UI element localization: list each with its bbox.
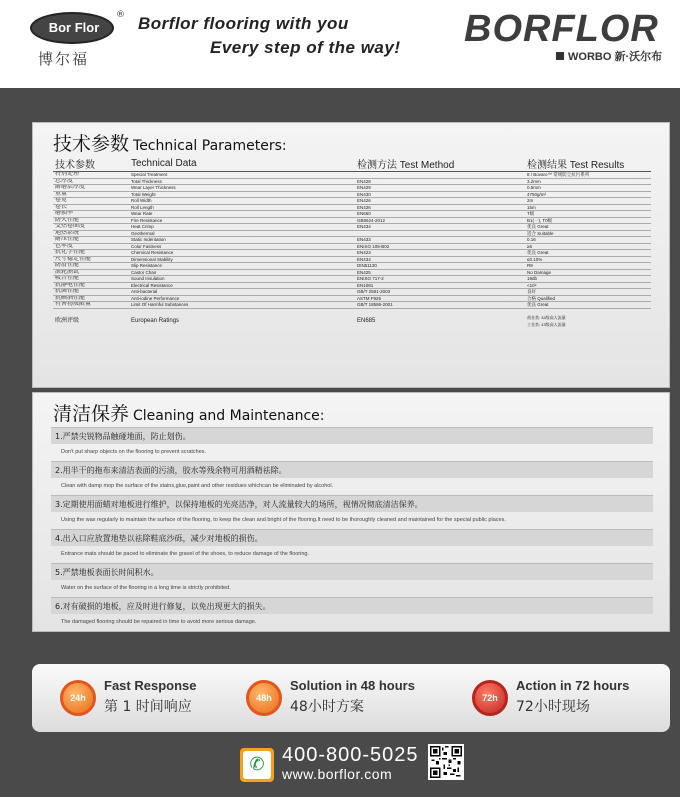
clock-48h-icon: 48h xyxy=(246,680,282,716)
title-cn: 清洁保养 xyxy=(53,403,130,425)
title-en: Technical Parameters: xyxy=(133,138,287,154)
param-en: Fire Resistance xyxy=(129,217,355,224)
param-method: ENISO 105-B02 xyxy=(355,243,525,250)
header-results: 检测结果 Test Results xyxy=(525,156,651,172)
header-method: 检测方法 Test Method xyxy=(355,156,525,172)
param-method: EN429 xyxy=(355,185,525,192)
param-en: Special Treatment xyxy=(129,172,355,179)
slogan-line-2: Every step of the way! xyxy=(210,38,401,57)
param-en: Limit Of Harmful Substances xyxy=(129,302,355,309)
promise-cn: 第 1 时间响应 xyxy=(104,699,192,715)
result-line-2: 工业类: 43级高人流量 xyxy=(527,322,566,328)
clean-item-cn: 4.出入口应放置地垫以祛除鞋底沙砾，减少对地板的损伤。 xyxy=(51,529,653,546)
param-en: Electrical Resistance xyxy=(129,282,355,289)
header-data: Technical Data xyxy=(129,156,355,172)
registered-mark: ® xyxy=(116,10,125,20)
brand-wordmark: BORFLOR xyxy=(464,8,659,50)
promise-en: Solution in 48 hours xyxy=(290,678,415,693)
param-method: DIN51130 xyxy=(355,263,525,270)
param-result xyxy=(525,308,651,334)
param-en: Total Weight xyxy=(129,191,355,198)
list-item xyxy=(51,461,653,495)
list-item xyxy=(51,495,653,529)
result-line-1: 商业类: 34级高人流量 xyxy=(527,315,566,321)
param-en: Anti-bacterial xyxy=(129,289,355,296)
header-cn: 技术参数 xyxy=(53,156,129,172)
param-cn: 耐磨层厚度 xyxy=(53,185,129,192)
param-result: 良好 xyxy=(525,289,651,296)
promise-cn: 48小时方案 xyxy=(290,699,364,715)
param-en: Static Indentation xyxy=(129,237,355,244)
square-icon xyxy=(556,52,564,60)
param-cn: 欧洲评级 xyxy=(55,317,80,324)
cleaning-maintenance-panel xyxy=(32,392,670,632)
param-result: 19db xyxy=(525,276,651,283)
clean-item-en: Don't put sharp objects on the flooring to prevent scratches. xyxy=(61,449,207,455)
page-header xyxy=(0,0,680,88)
param-method: ASTM F925 xyxy=(355,295,525,302)
param-cn: 卷长 xyxy=(53,204,129,211)
param-en: Geothermal xyxy=(129,230,355,237)
param-en: Roll Length xyxy=(129,204,355,211)
param-en: Heat Crimp xyxy=(129,224,355,231)
param-method: EN430 xyxy=(355,191,525,198)
param-cn: 耐压性能 xyxy=(53,237,129,244)
param-method: EN660 xyxy=(355,211,525,218)
technical-parameters-panel xyxy=(32,122,670,388)
param-cn: 抗化学性能 xyxy=(53,250,129,257)
param-cn: 防火性能 xyxy=(53,217,129,224)
clean-item-cn: 1.严禁尖锐物品触碰地面，防止划伤。 xyxy=(51,427,653,444)
cleaning-list xyxy=(51,427,653,631)
param-cn: 卷宽 xyxy=(53,198,129,205)
param-result: ≤0.10% xyxy=(525,256,651,263)
param-cn: 抗碘酒性能 xyxy=(53,295,129,302)
clean-item-en: Water on the surface of the flooring in a long time is strictly prohibited. xyxy=(61,585,231,591)
param-cn: 抗静电性能 xyxy=(53,282,129,289)
param-result: 4750g/m² xyxy=(525,191,651,198)
param-method: EN425 xyxy=(355,269,525,276)
clean-item-en: Clean with damp mop the surface of the stains,glue,paint and other residues whichcan be eliminated by alcohol. xyxy=(61,483,334,489)
list-item xyxy=(51,563,653,597)
param-method: EN426 xyxy=(355,198,525,205)
slogan-line-1: Borflor flooring with you xyxy=(138,14,349,33)
param-result: 合格 Qualified xyxy=(525,295,651,302)
param-method: GB/T 2591-2003 xyxy=(355,289,525,296)
qr-code-icon[interactable] xyxy=(428,744,464,780)
website-link[interactable]: www.borflor.com xyxy=(282,766,393,782)
clean-item-cn: 6.对有破损的地板，应及时进行修复，以免出现更大的损失。 xyxy=(51,597,653,614)
param-result: 优良 Great xyxy=(525,302,651,309)
param-en: Roll Width xyxy=(129,198,355,205)
param-en: Chemical Resistance xyxy=(129,250,355,257)
promise-cn: 72小时现场 xyxy=(516,699,590,715)
param-result: <10⁹ xyxy=(525,282,651,289)
param-cn: 吸音性能 xyxy=(53,276,129,283)
param-result: 0.16 xyxy=(525,237,651,244)
param-cn: 重量 xyxy=(53,191,129,198)
param-en: Dimensional Stability xyxy=(129,256,355,263)
param-method: EN1081 xyxy=(355,282,525,289)
table-row-european-ratings xyxy=(53,308,651,334)
param-cn: 滚轮测试 xyxy=(53,269,129,276)
param-cn: 抗菌性能 xyxy=(53,289,129,296)
logo-chinese-name: 博尔福 xyxy=(38,50,90,68)
list-item xyxy=(51,529,653,563)
param-cn: 磨损率 xyxy=(53,211,129,218)
borflor-logo xyxy=(26,10,125,78)
clean-item-cn: 2.用半干的拖布来清洁表面的污渍，胶水等残余物可用酒精祛除。 xyxy=(51,461,653,478)
table-header-row xyxy=(53,156,651,172)
param-en: Total Thickness xyxy=(129,178,355,185)
clean-item-en: Entrance mats should be paced to eliminate the gravel of the shoes, to reduce damage of the flooring. xyxy=(61,551,309,557)
param-result: 3.2mm xyxy=(525,178,651,185)
brand-subtitle xyxy=(556,48,662,64)
phone-icon: ✆ xyxy=(240,748,274,782)
param-result: 优良 Great xyxy=(525,224,651,231)
param-en: European Ratings xyxy=(131,317,180,324)
param-result: 15m xyxy=(525,204,651,211)
param-method: EN433 xyxy=(355,237,525,244)
logo-oval xyxy=(30,12,114,44)
title-en: Cleaning and Maintenance: xyxy=(133,408,325,424)
clean-item-en: The damaged flooring should be repaired in time to avoid more serious damage. xyxy=(61,619,257,625)
param-en: Anti-iodine Performance xyxy=(129,295,355,302)
param-method: GB8624-2012 xyxy=(355,217,525,224)
param-method: ENISO 717-2 xyxy=(355,276,525,283)
param-en: Slip Resistance xyxy=(129,263,355,270)
clock-24h-icon: 24h xyxy=(60,680,96,716)
list-item xyxy=(51,597,653,631)
phone-number[interactable]: 400-800-5025 xyxy=(282,744,419,766)
technical-parameters-title xyxy=(53,129,287,156)
param-method: EN685 xyxy=(357,317,376,324)
param-result: No Damage xyxy=(525,269,651,276)
param-cn: 色牢度 xyxy=(53,243,129,250)
param-en: Wear Layer Thickness xyxy=(129,185,355,192)
param-en: Sound Insulation xyxy=(129,276,355,283)
param-result: 2m xyxy=(525,198,651,205)
param-cn: 特别处理 xyxy=(53,172,129,179)
param-cn: 受热卷曲度 xyxy=(53,224,129,231)
param-en: Color Fastness xyxy=(129,243,355,250)
param-result: R9 xyxy=(525,263,651,270)
param-method: EN423 xyxy=(355,250,525,257)
param-method: EN428 xyxy=(355,178,525,185)
param-method: EN434 xyxy=(355,256,525,263)
param-cn: 尺寸稳定性能 xyxy=(53,256,129,263)
param-method: EN434 xyxy=(355,224,525,231)
list-item xyxy=(51,427,653,461)
param-result: 优良 Great xyxy=(525,250,651,257)
param-result: 8 / Bovaro™ 常规防尘抗污系列 xyxy=(525,172,651,179)
logo-mark-text: Bor Flor xyxy=(48,20,100,35)
title-cn: 技术参数 xyxy=(53,133,130,155)
param-method: GB/T 18586-2001 xyxy=(355,302,525,309)
brand-subtitle-text: WORBO 新·沃尔布 xyxy=(568,51,663,63)
technical-parameters-table xyxy=(53,156,651,334)
service-promise-bar xyxy=(32,664,670,732)
promise-en: Fast Response xyxy=(104,678,197,693)
param-en: Wear Rate xyxy=(129,211,355,218)
param-en: Castor Chair xyxy=(129,269,355,276)
param-cn: 防滑性能 xyxy=(53,263,129,270)
promise-en: Action in 72 hours xyxy=(516,678,630,693)
param-method: EN426 xyxy=(355,204,525,211)
param-result: 适合 Suitable xyxy=(525,230,651,237)
param-result: 0.5mm xyxy=(525,185,651,192)
clean-item-cn: 3.定期使用面蜡对地板进行维护，以保持地板的光亮洁净，对人流量较大的场所，视情况彻底清洁保养。 xyxy=(51,495,653,512)
param-result: ≥6 xyxy=(525,243,651,250)
contact-block xyxy=(240,744,470,784)
clock-72h-icon: 72h xyxy=(472,680,508,716)
clean-item-en: Using the wax regularly to maintain the surface of the flooring, to keep the clean and bright of the flooring.It need to be thoroughly cleaned and maintained for the special public places. xyxy=(61,517,506,523)
param-cn: 有害物质限量 xyxy=(53,302,129,309)
param-cn: 总厚度 xyxy=(53,178,129,185)
cleaning-title xyxy=(53,399,325,426)
param-cn: 地热系统 xyxy=(53,230,129,237)
clean-item-cn: 5.严禁地板表面长时间积水。 xyxy=(51,563,653,580)
param-result: B1(一), T0级 xyxy=(525,217,651,224)
param-result: T级 xyxy=(525,211,651,218)
